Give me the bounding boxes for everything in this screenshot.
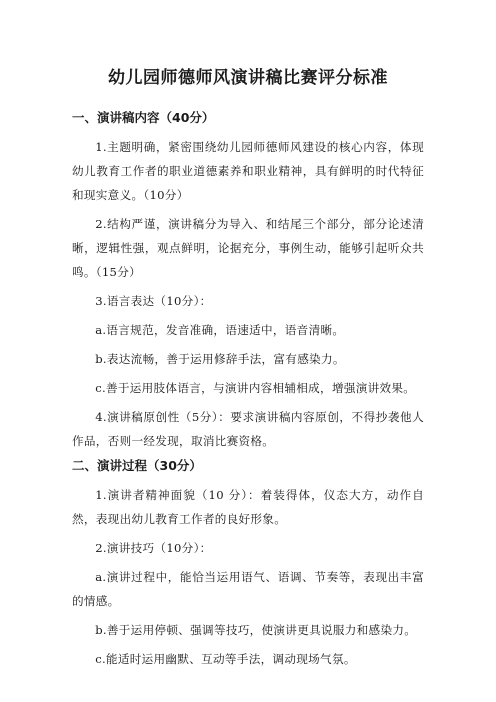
spacer bbox=[72, 127, 424, 135]
paragraph-skills-b: b.善于运用停顿、强调等技巧，使演讲更具说服力和感染力。 bbox=[95, 623, 417, 637]
paragraph-appearance: 1.演讲者精神面貌（10 分）：着装得体，仪态大方，动作自然，表现出幼儿教育工作者的良好形象。 bbox=[72, 488, 424, 526]
paragraph-structure: 2.结构严谨，演讲稿分为导入、和结尾三个部分，部分论述清晰，逻辑性强，观点鲜明，论据充分，事例生动，能够引起听众共鸣。（15分） bbox=[72, 217, 424, 279]
paragraph-skills-c: c.能适时运用幽默、互动等手法，调动现场气氛。 bbox=[95, 652, 356, 666]
paragraph-skills: 2.演讲技巧（10分）： bbox=[95, 541, 212, 555]
paragraph-language: 3.语言表达（10分）： bbox=[95, 294, 212, 308]
spacer bbox=[72, 90, 424, 109]
section-heading-content: 一、演讲稿内容（40分） bbox=[72, 110, 215, 125]
paragraph-theme: 1.主题明确，紧密围绕幼儿园师德师风建设的核心内容，体现幼儿教育工作者的职业道德素养和职业精神，具有鲜明的时代特征和现实意义。（10分） bbox=[72, 140, 424, 202]
paragraph-language-a: a.语言规范，发音准确，语速适中，语音清晰。 bbox=[95, 323, 345, 337]
paragraph-skills-a: a.演讲过程中，能恰当运用语气、语调、节奏等，表现出丰富的情感。 bbox=[72, 570, 424, 608]
document-title: 幼儿园师德师风演讲稿比赛评分标准 bbox=[108, 68, 388, 88]
spacer bbox=[72, 475, 424, 483]
paragraph-language-c: c.善于运用肢体语言，与演讲内容相辅相成，增强演讲效果。 bbox=[95, 381, 416, 395]
paragraph-originality: 4.演讲稿原创性（5分）：要求演讲稿内容原创，不得抄袭他人作品，否则一经发现，取消比赛资格。 bbox=[72, 410, 424, 448]
section-heading-process: 二、演讲过程（30分） bbox=[72, 458, 202, 473]
paragraph-language-b: b.表达流畅，善于运用修辞手法，富有感染力。 bbox=[95, 352, 345, 366]
